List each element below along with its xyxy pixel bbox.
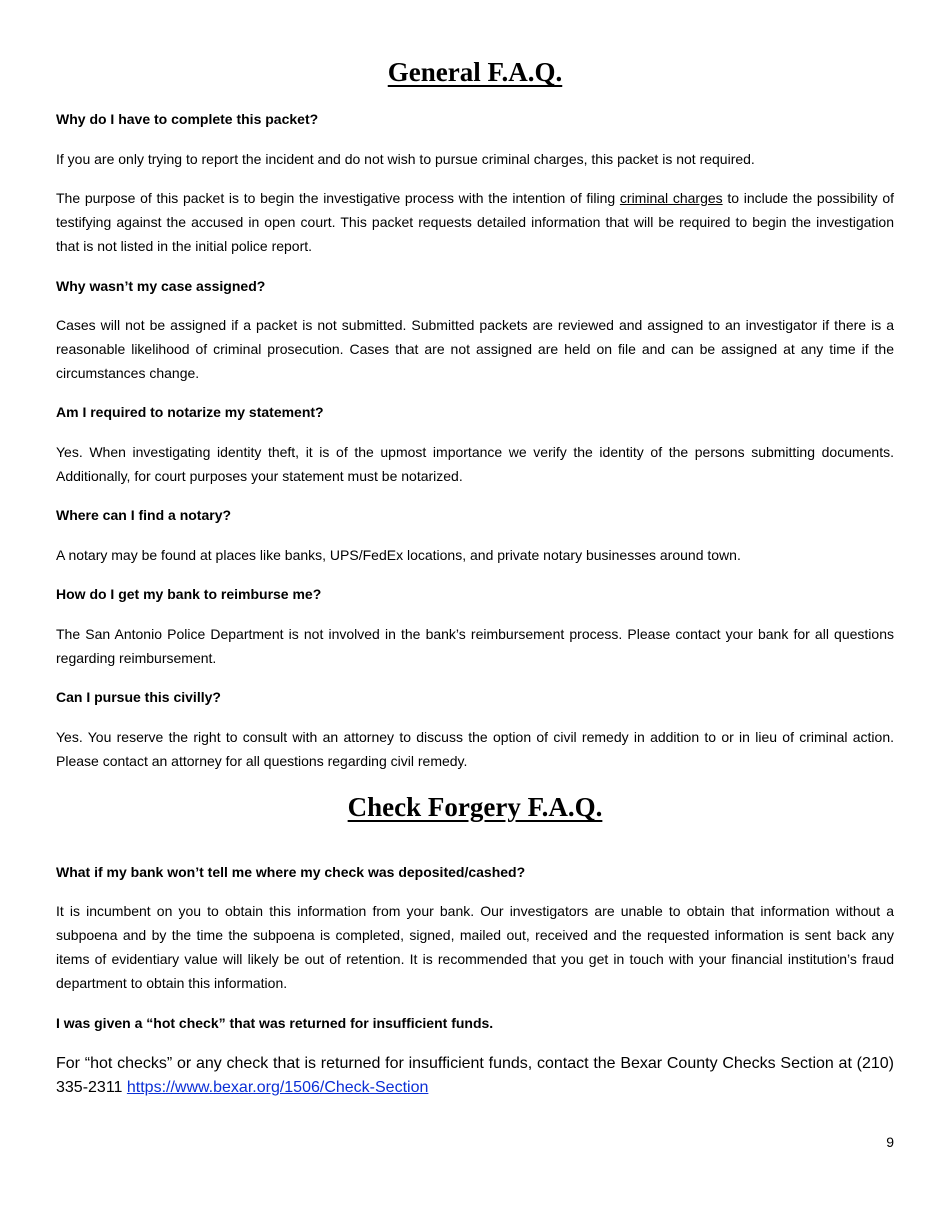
question-case-assigned: Why wasn’t my case assigned? — [56, 278, 266, 294]
answer-notarize: Yes. When investigating identity theft, it is of the upmost importance we verify the identity of the persons submitting documents. Additionally, for court purposes your statement must be notarized. — [56, 444, 894, 484]
general-faq-title: General F.A.Q. — [387, 57, 563, 87]
question-notarize: Am I required to notarize my statement? — [56, 404, 324, 420]
answer-hot-check: For “hot checks” or any check that is returned for insufficient funds, contact the Bexar County Checks Section at (210) 335-2311 https://www.bexar.org/1506/Check-Section — [56, 1055, 894, 1096]
question-reimburse: How do I get my bank to reimburse me? — [56, 586, 322, 602]
answer-complete-packet-p2: The purpose of this packet is to begin the investigative process with the intention of filing criminal charges to include the possibility of testifying against the accused in open court. This packet requests detailed information that will be required to begin the investigation that is not listed in the initial police report. — [56, 190, 894, 254]
answer-bank-deposit: It is incumbent on you to obtain this information from your bank. Our investigators are unable to obtain that information without a subpoena and by the time the subpoena is completed, signed, mailed out, received and the requested information is sent back any items of evidentiary value will likely be out of retention. It is recommended that you get in touch with your financial institution’s fraud department to obtain this information. — [56, 903, 894, 991]
page-number: 9 — [886, 1134, 894, 1150]
answer-reimburse: The San Antonio Police Department is not involved in the bank’s reimbursement process. Please contact your bank for all questions regarding reimbursement. — [56, 626, 894, 666]
question-complete-packet: Why do I have to complete this packet? — [56, 111, 319, 127]
question-civil: Can I pursue this civilly? — [56, 689, 221, 705]
answer-case-assigned: Cases will not be assigned if a packet is not submitted. Submitted packets are reviewed and assigned to an investigator if there is a reasonable likelihood of criminal prosecution. Cases that are not assigned are held on file and can be assigned at any time if the circumstances change. — [56, 317, 894, 381]
answer-civil: Yes. You reserve the right to consult with an attorney to discuss the option of civil remedy in addition to or in lieu of criminal action. Please contact an attorney for all questions regarding civil remedy. — [56, 729, 894, 769]
answer-complete-packet-p1: If you are only trying to report the incident and do not wish to pursue criminal charges, this packet is not required. — [56, 151, 755, 167]
check-forgery-faq-title: Check Forgery F.A.Q. — [347, 792, 603, 822]
answer-find-notary: A notary may be found at places like banks, UPS/FedEx locations, and private notary businesses around town. — [56, 547, 741, 563]
question-hot-check: I was given a “hot check” that was returned for insufficient funds. — [56, 1015, 494, 1031]
question-find-notary: Where can I find a notary? — [56, 507, 232, 523]
criminal-charges-underlined: criminal charges — [619, 190, 723, 206]
bexar-check-section-link[interactable]: https://www.bexar.org/1506/Check-Section — [126, 1079, 429, 1096]
question-bank-deposit: What if my bank won’t tell me where my check was deposited/cashed? — [56, 864, 526, 880]
